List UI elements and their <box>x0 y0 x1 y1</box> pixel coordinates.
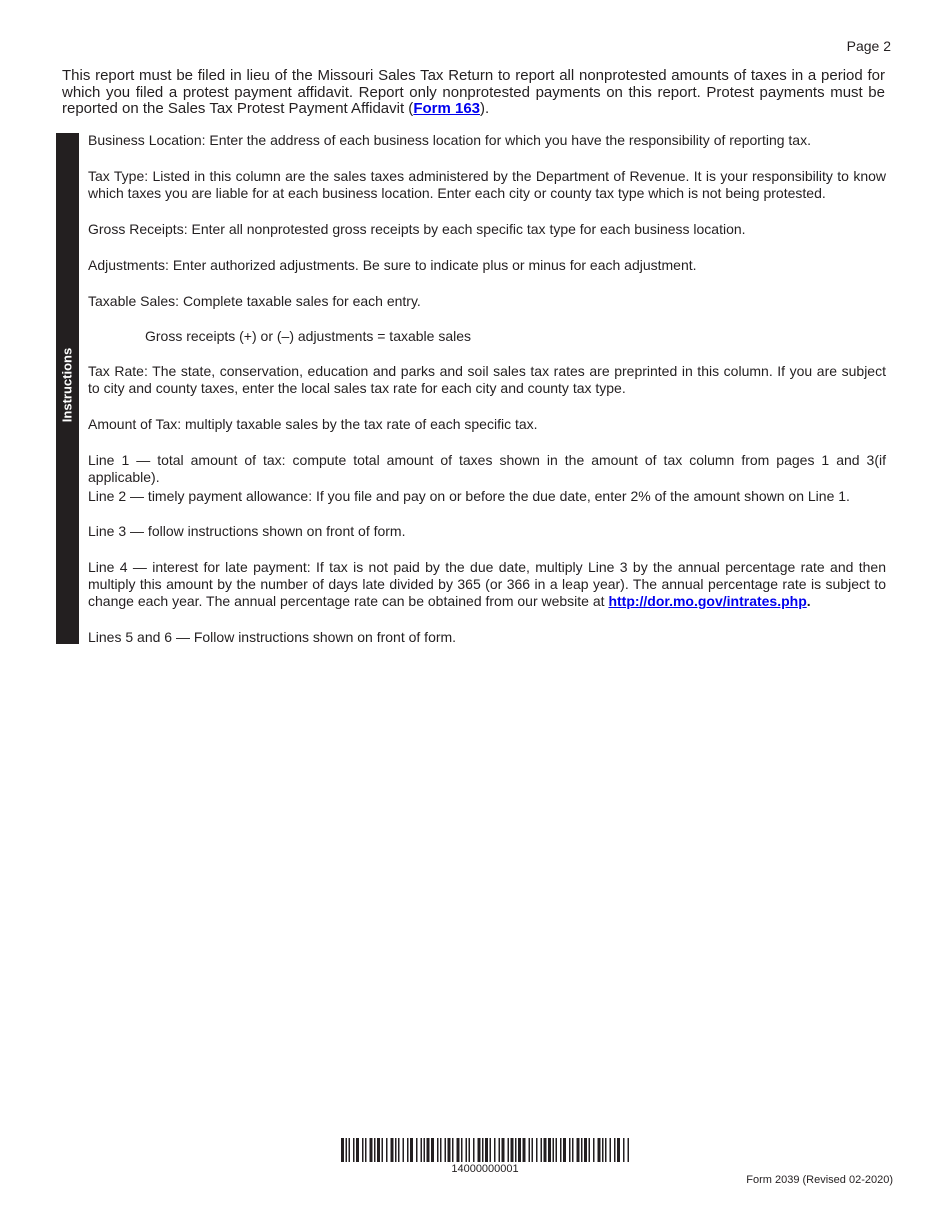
interest-rates-link[interactable]: http://dor.mo.gov/intrates.php <box>608 593 807 609</box>
form-163-link[interactable]: Form 163 <box>413 100 481 117</box>
intro-paragraph <box>62 68 885 118</box>
form-id: Form 2039 (Revised 02-2020) <box>746 1174 893 1186</box>
line-4-instruction <box>88 559 886 610</box>
line-3-instruction: Line 3 — follow instructions shown on front of form. <box>88 523 406 539</box>
intro-text-end: ). <box>480 100 490 117</box>
line-4-period: . <box>806 593 811 609</box>
line-1-instruction: Line 1 — total amount of tax: compute total amount of taxes shown in the amount of tax column from pages 1 and 3(if applicable). <box>88 452 886 485</box>
line-4-text: Line 4 — interest for late payment: If tax is not paid by the due date, multiply Line 3 by the annual percentage rate and then multiply this amount by the number of days late divided by 365 (or 366 in a leap year). The annual percentage rate is subject to change each year. The annual percentage rate can be obtained from our website at <box>88 559 886 609</box>
instructions-sidebar-label: Instructions <box>59 347 75 423</box>
adjustments-instruction: Adjustments: Enter authorized adjustments. Be sure to indicate plus or minus for each adjustment. <box>88 257 697 273</box>
tax-rate-instruction: Tax Rate: The state, conservation, education and parks and soil sales tax rates are preprinted in this column. If you are subject to city and county taxes, enter the local sales tax rate for each city and county tax type. <box>88 363 886 396</box>
gross-receipts-instruction: Gross Receipts: Enter all nonprotested gross receipts by each specific tax type for each business location. <box>88 221 746 237</box>
business-location-instruction: Business Location: Enter the address of each business location for which you have the responsibility of reporting tax. <box>88 132 811 148</box>
taxable-sales-instruction: Taxable Sales: Complete taxable sales for each entry. <box>88 293 421 309</box>
barcode-bars <box>341 1138 629 1162</box>
taxable-sales-formula: Gross receipts (+) or (–) adjustments = taxable sales <box>145 328 472 344</box>
barcode <box>341 1138 629 1175</box>
page-number: Page 2 <box>846 38 891 54</box>
barcode-number: 14000000001 <box>451 1163 519 1175</box>
lines-5-6-instruction: Lines 5 and 6 — Follow instructions shown on front of form. <box>88 629 457 645</box>
intro-text: This report must be filed in lieu of the Missouri Sales Tax Return to report all nonprotested amounts of taxes in a period for which you filed a protest payment affidavit. Report only nonprotested payments on this report. Protest payments must be reported on the Sales Tax Protest Payment Affidavit ( <box>62 67 885 117</box>
amount-of-tax-instruction: Amount of Tax: multiply taxable sales by the tax rate of each specific tax. <box>88 416 538 432</box>
tax-type-instruction: Tax Type: Listed in this column are the sales taxes administered by the Department of Revenue. It is your responsibility to know which taxes you are liable for at each business location. Enter each city or county tax type which is not being protested. <box>88 168 886 201</box>
line-2-instruction: Line 2 — timely payment allowance: If you file and pay on or before the due date, enter 2% of the amount shown on Line 1. <box>88 488 850 504</box>
